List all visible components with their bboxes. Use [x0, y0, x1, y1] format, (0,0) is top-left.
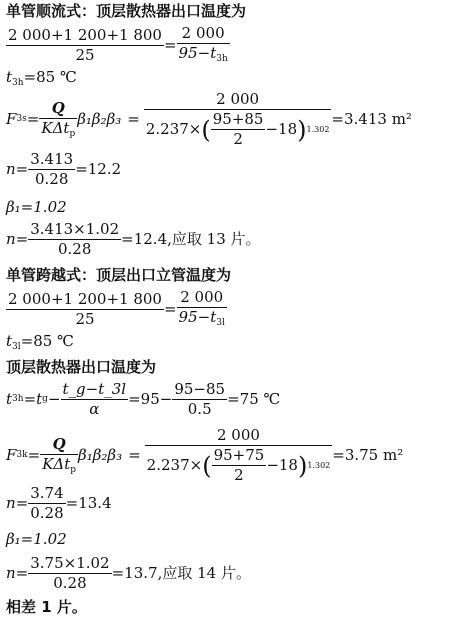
fraction-denominator: $95-t_{3l}$ [178, 308, 225, 328]
fraction-denominator: 0.28 [30, 504, 64, 522]
fraction-rhs [177, 26, 230, 64]
fraction-numerator: 3.413 [30, 150, 74, 168]
beta-factors: β₁β₂β₃ [78, 446, 123, 464]
fraction-numerator: 3.75×1.02 [30, 554, 110, 572]
result-t3l: $t_{3l}=85$ ℃ [6, 332, 74, 352]
final-conclusion: 相差 1 片。 [6, 598, 87, 616]
heading-series-flow: 单管顺流式：顶层散热器出口温度为 [6, 2, 247, 20]
fraction-numerator: 2 000 [144, 92, 332, 110]
fraction-q-kdt [39, 98, 77, 139]
fraction-denominator: KΔt$_p$ [41, 118, 76, 139]
fraction-numerator: 2 000+1 200+1 800 [8, 25, 162, 44]
fraction-numerator: 3.413×1.02 [30, 220, 120, 238]
fraction-numerator: 2 000 [177, 290, 227, 308]
fraction-numerator: 3.74 [30, 484, 64, 502]
equation-n4: n= $\frac{3.75\times 1.02}{0.28}$ =13.7,应取 14 片。 [6, 554, 251, 592]
area-result: =3.413 m² [331, 110, 412, 128]
fraction-numerator: 95−85 [174, 380, 226, 398]
result-t3h: $t_{3h}=85$ ℃ [6, 68, 77, 88]
fraction-denominator: 0.28 [35, 170, 69, 188]
fraction-numerator: Q [40, 437, 78, 455]
fraction-numerator: 2 000+1 200+1 800 [8, 289, 162, 308]
area-result: =3.75 m² [332, 446, 404, 464]
equation-riser-temp: $\frac{2 000+1 200+1 800}{25}$ = $\frac{2 000}{95-t_{3l}}$ [8, 288, 225, 328]
fraction-numerator: 2 000 [177, 26, 230, 44]
beta1-value: β₁=1.02 [6, 530, 67, 548]
fraction-denominator: KΔt$_p$ [42, 454, 77, 475]
beta1-value: β₁=1.02 [6, 198, 67, 216]
fraction-load-sum [6, 25, 164, 64]
fraction-denominator: $95-t_{3h}$ [178, 44, 228, 64]
fraction-denominator: 0.28 [53, 574, 87, 592]
fraction-denominator: 25 [75, 45, 95, 64]
fraction-area [144, 92, 332, 147]
fraction-denominator: 0.28 [57, 240, 92, 258]
fraction-denominator: 2.237× ( $\frac{95+85}{2}$ −18 ) 1.302 [145, 110, 330, 148]
equation-n1: n= $\frac{3.413}{0.28}$ =12.2 [6, 150, 122, 188]
heading-radiator-outlet: 顶层散热器出口温度为 [6, 358, 157, 376]
equation-F3k: F 3k = $\frac{Q}{K\Delta t_p}$ β₁β₂β₃ = 2 000 2.237× ( $\frac{95+75}{2}$ −18 ) 1.302 =3.75 m² [6, 426, 404, 484]
equation-n3: n= $\frac{3.74}{0.28}$ =13.4 [6, 484, 112, 522]
fraction-numerator: Q [39, 101, 77, 119]
equation-t3h-bypass: t 3h =t g − $\frac{t\_g-t\_3l}{\alpha}$ =95− $\frac{95-85}{0.5}$ =75 ℃ [6, 380, 281, 418]
fraction-denominator: 0.5 [187, 400, 212, 418]
heading-bypass: 单管跨越式：顶层出口立管温度为 [6, 266, 232, 284]
fraction-numerator: 2 000 [145, 428, 333, 446]
equation-outlet-temp: $\frac{2 000+1 200+1 800}{25}$ = $\frac{2 000}{95-t_{3h}}$ [8, 24, 228, 64]
beta-factors: β₁β₂β₃ [77, 110, 122, 128]
equation-F3s: F 3s = $\frac{Q}{K\Delta t_p}$ β₁β₂β₃ = 2 000 2.237× ( $\frac{95+85}{2}$ −18 ) 1.302 =3.413 m² [6, 90, 412, 148]
fraction-denominator: 25 [75, 309, 95, 328]
fraction-numerator: t_g−t_3l [62, 380, 127, 398]
fraction-denominator: 2.237× ( $\frac{95+75}{2}$ −18 ) 1.302 [146, 446, 331, 484]
fraction-denominator: α [89, 400, 100, 418]
equation-n2: n= $\frac{3.413\times 1.02}{0.28}$ =12.4,应取 13 片。 [6, 220, 261, 258]
